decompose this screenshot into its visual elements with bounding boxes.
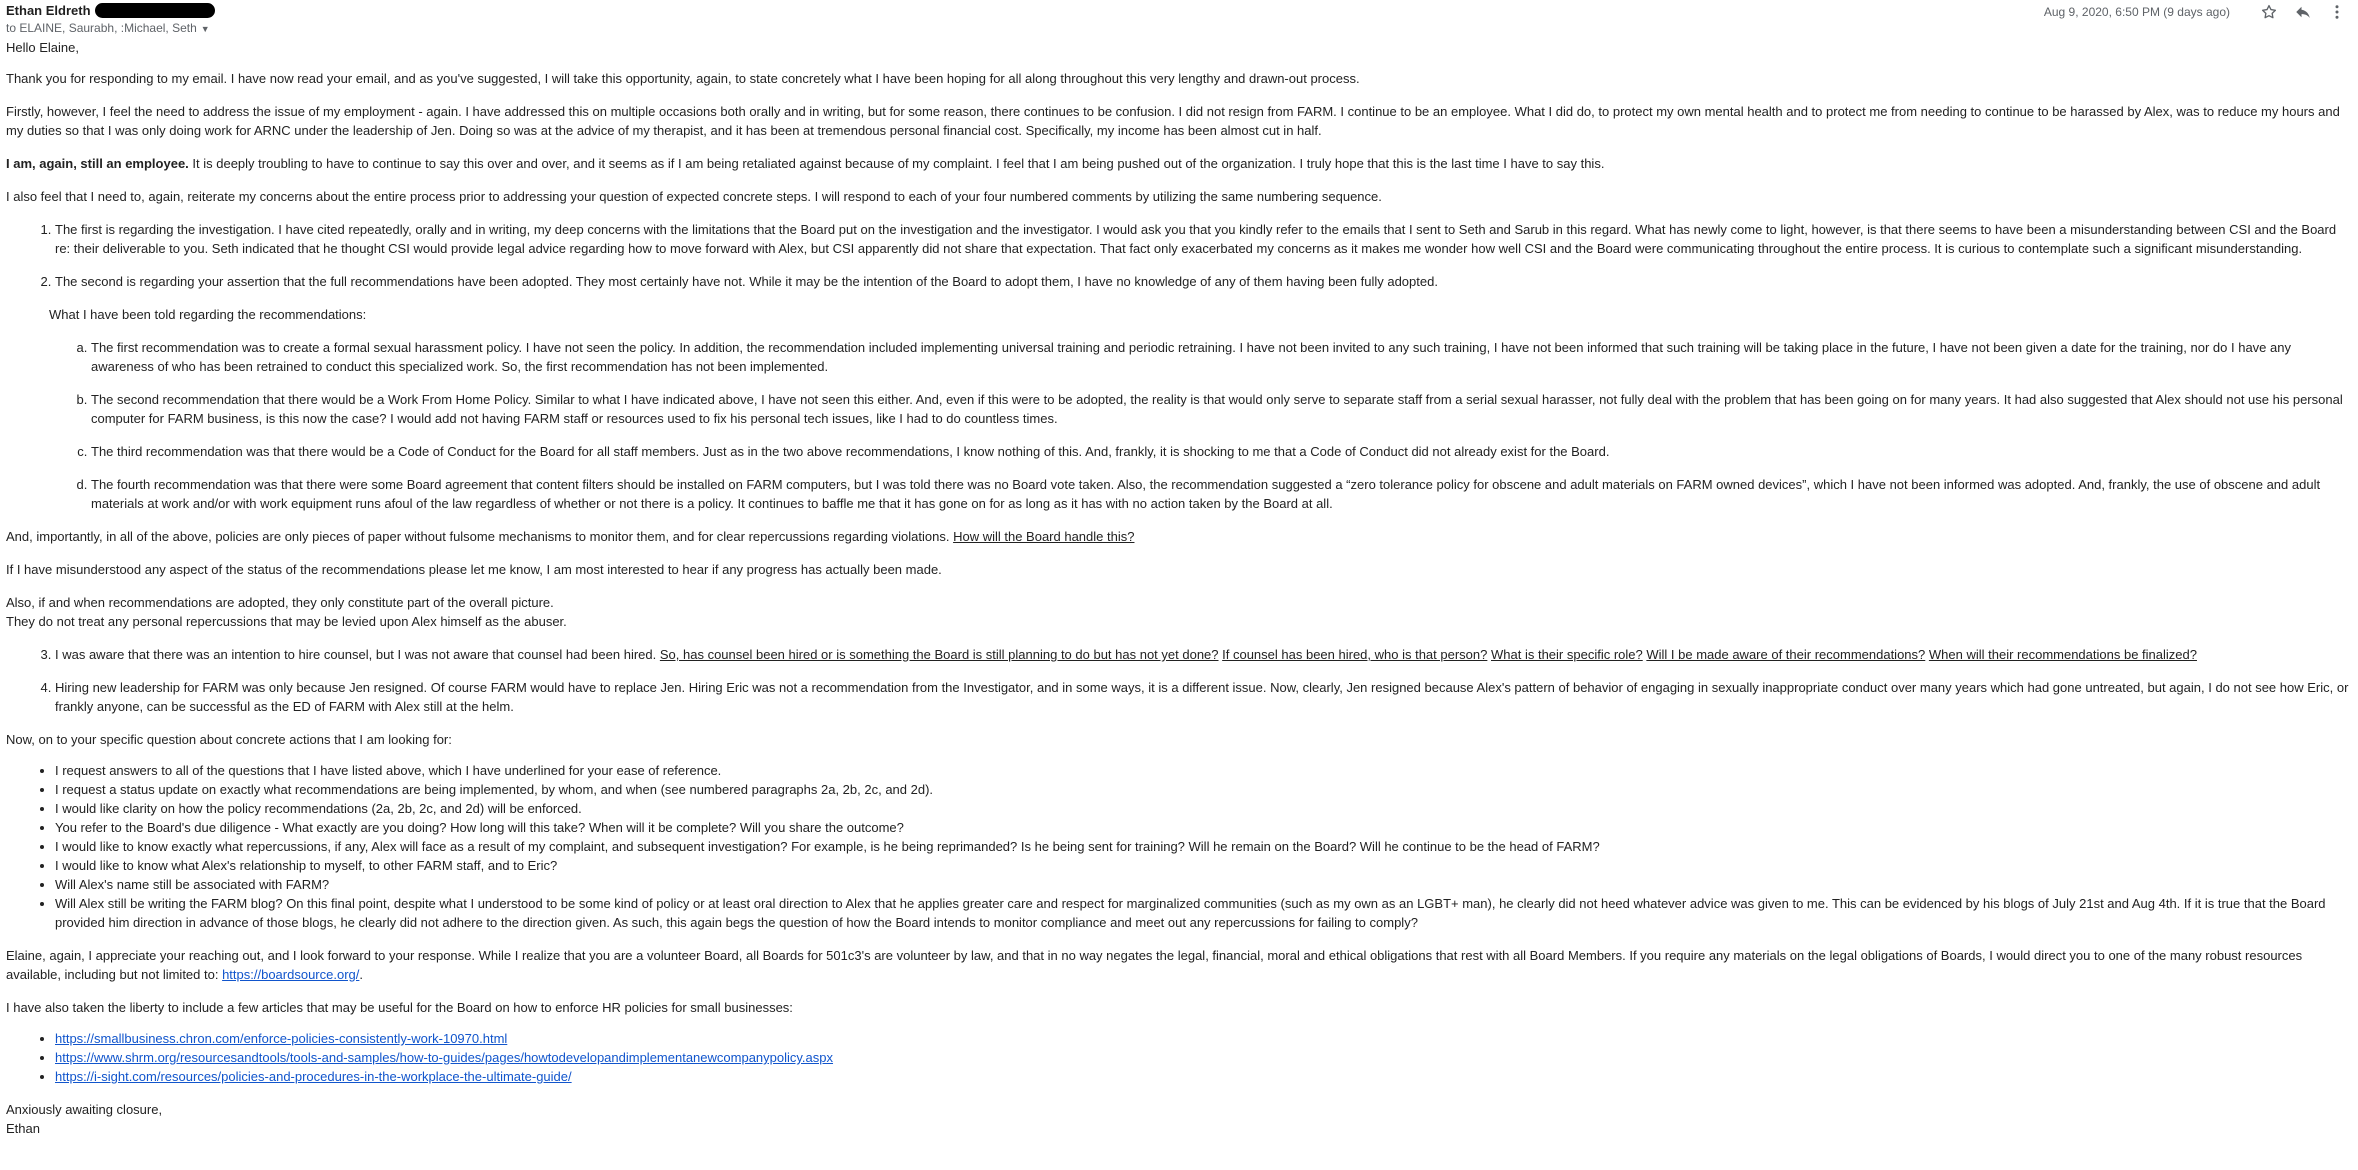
boardsource-link[interactable]: https://boardsource.org/: [222, 967, 360, 982]
volunteer-end: .: [359, 967, 364, 982]
list-item-investigation: 1. The first is regarding the investigation. I have cited repeatedly, orally and in writing, my deep concerns with the limitations that the Board put on the investigation and the investigator. I would ask you that you kindly refer to the emails that I sent to Seth and Sarub in this regard. What has newly come to light, however, is that there seems to have been a misunderstanding between CSI and the Board re: their deliverable to you. Seth indicated that he thought CSI would provide legal advice regarding how to move forward with Alex, but CSI apparently did not share that expectation. That fact only exacerbated my concerns as it makes me wonder how well CSI and the Board were communicating throughout the entire process. It is curious to contemplate such a significant misunderstanding.: [55, 220, 2352, 258]
article-link[interactable]: https://www.shrm.org/resourcesandtools/tools-and-samples/how-to-guides/pages/howtodevelopandimplementanewcompanypolicy.aspx: [55, 1050, 834, 1065]
signature: Ethan: [6, 1121, 40, 1136]
list-item: • I request answers to all of the questions that I have listed above, which I have underlined for your ease of reference.: [55, 761, 2352, 780]
paragraph-still-employee-rest: It is deeply troubling to have to continue to say this over and over, and it seems as if I am being retaliated against because of my complaint. I feel that I am being pushed out of the organization. I truly hope that this is the last time I have to say this.: [188, 156, 1605, 171]
paragraph-overall-picture: [6, 593, 2352, 631]
list-item-2a: a. The first recommendation was to create a formal sexual harassment policy. I have not seen the policy. In addition, the recommendation included implementing universal training and periodic retraining. I have not been invited to any such training, I have not been informed that such training will be taking place in the future, I have not been given a date for the training, nor do I have any awareness of who has been retrained to conduct this specialized work. So, the first recommendation has not been implemented.: [91, 338, 2352, 376]
more-vert-icon[interactable]: [2326, 1, 2348, 23]
article-link[interactable]: https://i-sight.com/resources/policies-and-procedures-in-the-workplace-the-ultimate-guide/: [55, 1069, 572, 1084]
recipients-text: to ELAINE, Saurabh, :Michael, Seth: [6, 21, 197, 35]
paragraph-volunteer-board: [6, 946, 2352, 984]
list-item: [55, 1048, 2352, 1067]
underlined-question: So, has counsel been hired or is something the Board is still planning to do but has not yet done?: [659, 647, 1219, 662]
list-item: • You refer to the Board's due diligence - What exactly are you doing? How long will this take? When will it be complete? Will you share the outcome?: [55, 818, 2352, 837]
overall-line-2: They do not treat any personal repercussions that may be levied upon Alex himself as the abuser.: [6, 614, 567, 629]
list-item: • I would like to know exactly what repercussions, if any, Alex will face as a result of my complaint, and subsequent investigation? For example, is he being reprimanded? Is he being sent for training? Will he remain on the Board? Will he continue to be the head of FARM?: [55, 837, 2352, 856]
recommendations-list: [6, 338, 2352, 513]
paragraph-still-employee: [6, 154, 2352, 173]
list-item-counsel: [55, 645, 2352, 664]
overall-line-1: Also, if and when recommendations are adopted, they only constitute part of the overall picture.: [6, 595, 554, 610]
list-item: • I would like to know what Alex's relationship to myself, to other FARM staff, and to Eric?: [55, 856, 2352, 875]
numbered-list-2: [6, 645, 2352, 716]
list-item-2b: b. The second recommendation that there would be a Work From Home Policy. Similar to what I have indicated above, I have not seen this either. And, even if this were to be adopted, the reality is that would only serve to separate staff from a serial sexual harasser, not fully deal with the problem that has been going on for many years. It had also suggested that Alex should not use his personal computer for FARM business, is this now the case? I would add not having FARM staff or resources used to fix his personal tech issues, like I had to do countless times.: [91, 390, 2352, 428]
underlined-question: Will I be made aware of their recommendations?: [1646, 647, 1926, 662]
concrete-intro: Now, on to your specific question about concrete actions that I am looking for:: [6, 732, 452, 747]
paragraph-employment: Firstly, however, I feel the need to address the issue of my employment - again. I have addressed this on multiple occasions both orally and in writing, but for some reason, there continues to be confusion. I did not resign from FARM. I continue to be an employee. What I did do, to protect my own mental health and to protect me from needing to continue to be harassed by Alex, was to reduce my hours and my duties so that I was only doing work for ARNC under the leadership of Jen. Doing so was at the advice of my therapist, and it has been at tremendous personal financial cost. Specifically, my income has been almost cut in half.: [6, 104, 2340, 138]
underlined-question: When will their recommendations be finalized?: [1928, 647, 2197, 662]
bold-statement: I am, again, still an employee.: [6, 156, 189, 171]
list-item: • Will Alex still be writing the FARM blog? On this final point, despite what I understood to be some kind of policy or at least oral direction to Alex that he applies greater care and respect for marginalized communities (such as my own as an LGBT+ man), he clearly did not heed whatever advice was given to me. This can be evidenced by his blogs of July 21st and Aug 4th. If it is true that the Board provided him direction in advance of those blogs, he clearly did not adhere to the direction given. As such, this again begs the question of how the Board intends to monitor compliance and meet out any repercussions for failing to comply?: [55, 894, 2352, 932]
recipients-line[interactable]: [6, 20, 210, 37]
article-link[interactable]: https://smallbusiness.chron.com/enforce-policies-consistently-work-10970.html: [55, 1031, 508, 1046]
timestamp: Aug 9, 2020, 6:50 PM (9 days ago): [2043, 4, 2230, 19]
underlined-question: How will the Board handle this?: [953, 529, 1135, 544]
list-item: [55, 1029, 2352, 1048]
sender-name[interactable]: Ethan Eldreth: [6, 3, 91, 18]
closing: Anxiously awaiting closure,: [6, 1102, 163, 1117]
request-list: [6, 761, 2352, 932]
volunteer-text: Elaine, again, I appreciate your reaching out, and I look forward to your response. While I realize that you are a volunteer Board, all Boards for 501c3's are volunteer by law, and that in no way negates the legal, financial, moral and ethical obligations that rest with all Board Members. If you require any materials on the legal obligations of Boards, I would direct you to one of the many robust resources available, including but not limited to:: [6, 948, 2303, 982]
paragraph-concerns: I also feel that I need to, again, reiterate my concerns about the entire process prior to addressing your question of expected concrete steps. I will respond to each of your four numbered comments by utilizing the same numbering sequence.: [6, 189, 1382, 204]
underlined-question: If counsel has been hired, who is that person?: [1222, 647, 1488, 662]
paragraph-policies-text: And, importantly, in all of the above, policies are only pieces of paper without fulsome mechanisms to monitor them, and for clear repercussions regarding violations.: [6, 529, 954, 544]
told-intro: What I have been told regarding the recommendations:: [49, 307, 367, 322]
list-item-leadership: 4. Hiring new leadership for FARM was only because Jen resigned. Of course FARM would have to replace Jen. Hiring Eric was not a recommendation from the Investigator, and in some ways, it is a different issue. Now, clearly, Jen resigned because Alex's pattern of behavior of engaging in sexually inappropriate conduct over many years which had gone untreated, but again, I do not see how Eric, or frankly anyone, can be successful as the ED of FARM with Alex still at the helm.: [55, 678, 2352, 716]
star-icon[interactable]: [2258, 1, 2280, 23]
paragraph-misunderstood: If I have misunderstood any aspect of the status of the recommendations please let me know, I am most interested to hear if any progress has actually been made.: [6, 562, 942, 577]
reply-icon[interactable]: [2292, 1, 2314, 23]
underlined-question: What is their specific role?: [1491, 647, 1643, 662]
email-meta: [2044, 0, 2348, 24]
chevron-down-icon[interactable]: ▼: [200, 24, 210, 34]
article-links-list: [6, 1029, 2352, 1086]
email-header: [0, 0, 2358, 38]
email-body: [0, 38, 2358, 1138]
greeting: Hello Elaine,: [6, 40, 79, 55]
list-item: • I would like clarity on how the policy recommendations (2a, 2b, 2c, and 2d) will be enforced.: [55, 799, 2352, 818]
counsel-text: I was aware that there was an intention to hire counsel, but I was not aware that counsel had been hired.: [55, 647, 660, 662]
list-item-2c: c. The third recommendation was that there would be a Code of Conduct for the Board for all staff members. Just as in the two above recommendations, I know nothing of this. And, frankly, it is shocking to me that a Code of Conduct did not already exist for the Board.: [91, 442, 2352, 461]
list-item-2d: d. The fourth recommendation was that there were some Board agreement that content filters should be installed on FARM computers, but I was told there was no Board vote taken. Also, the recommendation suggested a “zero tolerance policy for obscene and adult materials on FARM owned devices”, which I have not been informed was adopted. And, frankly, the use of obscene and adult materials at work and/or with work equipment runs afoul of the law regardless of whether or not there is a policy. It continues to baffle me that it has gone on for as long as it has with no action taken by the Board at all.: [91, 475, 2352, 513]
paragraph-thanks: Thank you for responding to my email. I have now read your email, and as you've suggested, I will take this opportunity, again, to state concretely what I have been hoping for all along throughout this very lengthy and drawn-out process.: [6, 71, 1360, 86]
list-item: • I request a status update on exactly what recommendations are being implemented, by whom, and when (see numbered paragraphs 2a, 2b, 2c, and 2d).: [55, 780, 2352, 799]
sender-line: [6, 2, 215, 20]
list-item: [55, 1067, 2352, 1086]
redacted-email-address: [95, 3, 215, 18]
list-item: • Will Alex's name still be associated with FARM?: [55, 875, 2352, 894]
articles-intro: I have also taken the liberty to include a few articles that may be useful for the Board on how to enforce HR policies for small businesses:: [6, 1000, 793, 1015]
paragraph-policies: [6, 527, 2352, 546]
numbered-list-1: [6, 220, 2352, 291]
list-item-recommendations: 2. The second is regarding your assertion that the full recommendations have been adopted. They most certainly have not. While it may be the intention of the Board to adopt them, I have no knowledge of any of them having been fully adopted.: [55, 272, 2352, 291]
